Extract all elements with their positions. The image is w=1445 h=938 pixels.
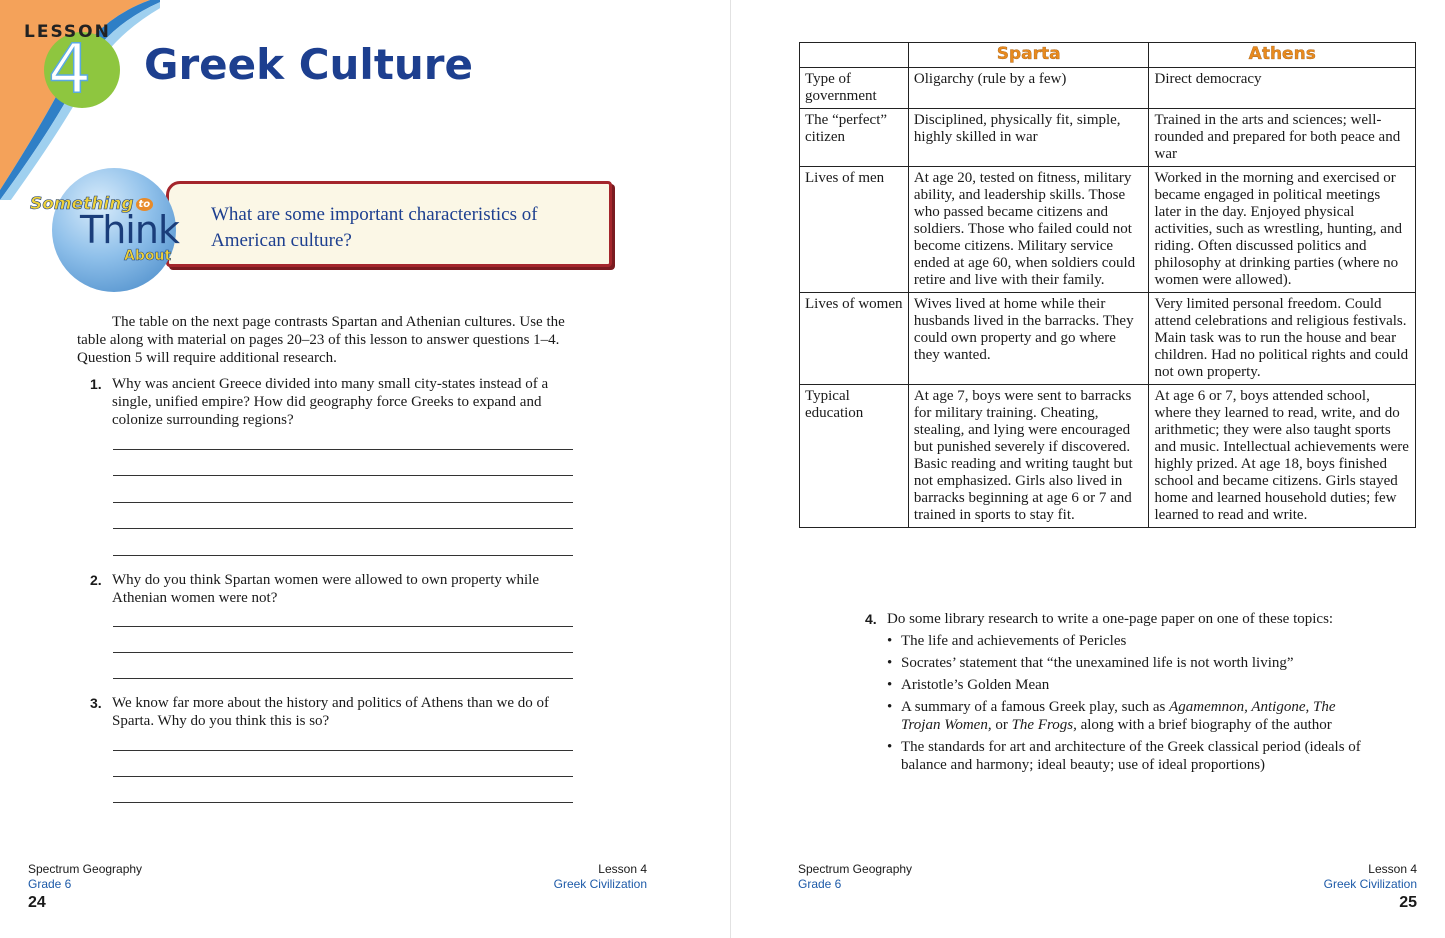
lesson-label: LESSON: [24, 22, 111, 42]
bullet-icon: •: [887, 655, 893, 671]
table-row: [800, 293, 1416, 385]
list-item: [887, 676, 1365, 694]
answer-line[interactable]: [113, 528, 573, 529]
sparta-cell: Oligarchy (rule by a few): [908, 68, 1149, 109]
footer-right: [554, 862, 647, 892]
answer-line[interactable]: [113, 776, 573, 777]
answer-line[interactable]: [113, 475, 573, 476]
something-to-think-about-badge: [28, 168, 180, 298]
question-text: We know far more about the history and politics of Athens than we do of Sparta. Why do you think this is so?: [112, 695, 550, 729]
table-header-sparta: Sparta: [908, 43, 1149, 68]
answer-line[interactable]: [113, 555, 573, 556]
question-number: 3.: [90, 695, 102, 711]
bullet-icon: •: [887, 699, 893, 715]
topic-list: [887, 632, 1365, 774]
footer-grade: Grade 6: [798, 877, 842, 891]
athens-cell: Worked in the morning and exercised or became engaged in political meetings later in the day. Enjoyed physical activities, such as wrestling, hunting, and riding. Often discussed politics and philosophy at drinking parties (where no women were allowed).: [1149, 167, 1416, 293]
answer-line[interactable]: [113, 449, 573, 450]
badge-to: to: [136, 198, 154, 211]
footer-unit: Greek Civilization: [553, 877, 647, 891]
table-row: [800, 385, 1416, 528]
play-titles: Agamemnon, Antigone, The Trojan Women,: [901, 699, 1336, 733]
sparta-cell: Disciplined, physically fit, simple, highly skilled in war: [908, 109, 1149, 167]
bullet-icon: •: [887, 633, 893, 649]
bullet-icon: •: [887, 739, 893, 755]
row-label: Typical education: [800, 385, 909, 528]
answer-line[interactable]: [113, 802, 573, 803]
bullet-icon: •: [887, 677, 893, 693]
list-item: [887, 654, 1365, 672]
question-text: Why do you think Spartan women were allowed to own property while Athenian women were not?: [112, 572, 539, 606]
footer-grade: Grade 6: [28, 877, 72, 891]
table-row: [800, 167, 1416, 293]
list-item: [887, 698, 1365, 734]
badge-think: Think: [80, 208, 179, 252]
athens-cell: Direct democracy: [1149, 68, 1416, 109]
answer-line[interactable]: [113, 678, 573, 679]
table-header-row: [800, 43, 1416, 68]
page-title: Greek Culture: [144, 40, 474, 89]
topic-text: The life and achievements of Pericles: [901, 633, 1127, 649]
answer-line[interactable]: [113, 626, 573, 627]
answer-line[interactable]: [113, 652, 573, 653]
sparta-athens-table: [799, 42, 1416, 528]
athens-cell: Very limited personal freedom. Could attend celebrations and religious festivals. Main task was to run the house and bear children. Had no political rights and could not own property.: [1149, 293, 1416, 385]
question-1: [90, 375, 570, 429]
table-header-blank: [800, 43, 909, 68]
list-item: [887, 632, 1365, 650]
think-question-box: [166, 181, 612, 267]
question-text: Do some library research to write a one-page paper on one of these topics:: [887, 611, 1334, 627]
footer-lesson: Lesson 4: [598, 862, 647, 876]
badge-about: About: [124, 248, 172, 264]
footer-right: [1324, 862, 1417, 892]
question-3: [90, 694, 570, 730]
row-label: Lives of men: [800, 167, 909, 293]
question-2: [90, 571, 570, 607]
question-4: [865, 610, 1365, 778]
row-label: Type of government: [800, 68, 909, 109]
badge-something: Something: [30, 194, 134, 214]
athens-cell: At age 6 or 7, boys attended school, where they learned to read, write, and do arithmetic; they were also taught sports and music. Intellectual achievements were highly prized. At age 18, boys finished school and became citizens. Girls stayed home and learned household duties; few learned to read and write.: [1149, 385, 1416, 528]
footer-book: Spectrum Geography: [28, 862, 143, 876]
table-header-athens: Athens: [1149, 43, 1416, 68]
topic-text: The standards for art and architecture of the Greek classical period (ideals of balance and harmony; ideal beauty; use of ideal proportions): [901, 739, 1361, 773]
topic-text: Socrates’ statement that “the unexamined life is not worth living”: [901, 655, 1294, 671]
play-title: The Frogs,: [1011, 717, 1077, 733]
row-label: The “perfect” citizen: [800, 109, 909, 167]
sparta-cell: At age 7, boys were sent to barracks for military training. Cheating, stealing, and lying were encouraged but punished severely if discovered. Basic reading and writing taught but not emphasized. Girls also lived in barracks beginning at age 6 or 7 and trained in sports to stay fit.: [908, 385, 1149, 528]
topic-text: A summary of a famous Greek play, such as: [901, 699, 1170, 715]
page-number: 24: [28, 894, 46, 911]
question-number: 4.: [865, 611, 877, 627]
question-text: Why was ancient Greece divided into many small city-states instead of a single, unified empire? How did geography force Greeks to expand and colonize surrounding regions?: [112, 376, 549, 428]
topic-text: or: [991, 717, 1012, 733]
answer-line[interactable]: [113, 502, 573, 503]
footer-unit: Greek Civilization: [1323, 877, 1417, 891]
question-number: 2.: [90, 572, 102, 588]
footer-left: [28, 862, 142, 892]
page-number: 25: [1399, 894, 1417, 911]
topic-text: along with a brief biography of the author: [1076, 717, 1332, 733]
row-label: Lives of women: [800, 293, 909, 385]
footer-book: Spectrum Geography: [798, 862, 913, 876]
footer-left: [798, 862, 912, 892]
right-page: [731, 0, 1445, 938]
table-row: [800, 68, 1416, 109]
topic-text: Aristotle’s Golden Mean: [901, 677, 1050, 693]
table-row: [800, 109, 1416, 167]
athens-cell: Trained in the arts and sciences; well-rounded and prepared for both peace and war: [1149, 109, 1416, 167]
lesson-number: 4: [48, 30, 92, 109]
footer-lesson: Lesson 4: [1368, 862, 1417, 876]
sparta-cell: Wives lived at home while their husbands lived in the barracks. They could own property and go where they wanted.: [908, 293, 1149, 385]
sparta-cell: At age 20, tested on fitness, military ability, and leadership skills. Those who passed became citizens and soldiers. Those who failed could not become citizens. Military service ended at age 60, when soldiers could retire and live with their family.: [908, 167, 1149, 293]
question-number: 1.: [90, 376, 102, 392]
intro-paragraph: The table on the next page contrasts Spartan and Athenian cultures. Use the table along with material on pages 20–23 of this lesson to answer questions 1–4. Question 5 will require additional research.: [77, 314, 565, 366]
answer-line[interactable]: [113, 750, 573, 751]
think-question: What are some important characteristics of American culture?: [211, 204, 538, 251]
list-item: [887, 738, 1365, 774]
